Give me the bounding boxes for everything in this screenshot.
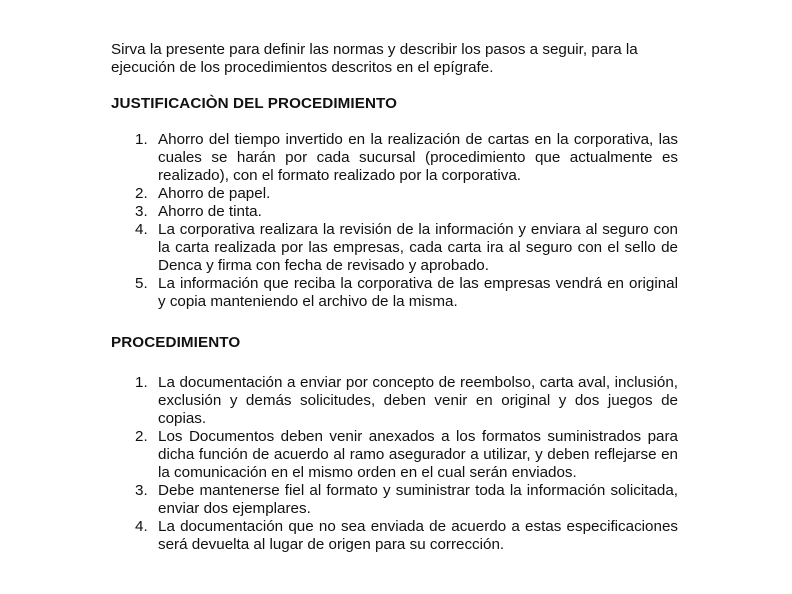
list-number: 2. <box>135 428 148 445</box>
list-number: 1. <box>135 374 148 391</box>
list-item-text: Ahorro de papel. <box>158 185 271 202</box>
list-item-text: Ahorro del tiempo invertido en la realización de cartas en la corporativa, las cuales se harán por cada sucursal (procedimiento que actualmente es realizado), con el formato realizado por la corporativa. <box>158 131 678 184</box>
list-number: 1. <box>135 131 148 148</box>
list-item-text: Los Documentos deben venir anexados a los formatos suministrados para dicha función de acuerdo al ramo asegurador a utilizar, y deben reflejarse en la comunicación en el mismo orden en el cual serán enviados. <box>158 428 678 481</box>
list-number: 4. <box>135 518 148 535</box>
list-item <box>135 221 678 275</box>
list-item <box>135 203 678 221</box>
list-item <box>135 131 678 185</box>
list-item <box>135 482 678 518</box>
list-item-text: La corporativa realizara la revisión de la información y enviara al seguro con la carta realizada por las empresas, cada carta ira al seguro con el sello de Denca y firma con fecha de revisado y aprobado. <box>158 221 678 274</box>
intro-paragraph: Sirva la presente para definir las normas y describir los pasos a seguir, para la ejecución de los procedimientos descritos en el epígrafe. <box>111 41 638 76</box>
list-number: 3. <box>135 203 148 220</box>
list-number: 5. <box>135 275 148 292</box>
list-item-text: Ahorro de tinta. <box>158 203 262 220</box>
list-item <box>135 518 678 554</box>
list-number: 2. <box>135 185 148 202</box>
list-number: 3. <box>135 482 148 499</box>
list-item-text: La información que reciba la corporativa de las empresas vendrá en original y copia manteniendo el archivo de la misma. <box>158 275 678 310</box>
procedimiento-list <box>135 374 678 554</box>
section-heading-procedimiento: PROCEDIMIENTO <box>111 334 241 351</box>
section-heading-justificacion: JUSTIFICACIÒN DEL PROCEDIMIENTO <box>111 95 398 112</box>
list-item-text: La documentación que no sea enviada de acuerdo a estas especificaciones será devuelta al lugar de origen para su corrección. <box>158 518 678 553</box>
list-item-text: Debe mantenerse fiel al formato y suministrar toda la información solicitada, enviar dos ejemplares. <box>158 482 678 517</box>
list-item <box>135 428 678 482</box>
list-item <box>135 275 678 311</box>
list-item <box>135 185 678 203</box>
list-item-text: La documentación a enviar por concepto de reembolso, carta aval, inclusión, exclusión y demás solicitudes, deben venir en original y dos juegos de copias. <box>158 374 678 427</box>
list-number: 4. <box>135 221 148 238</box>
list-item <box>135 374 678 428</box>
justificacion-list <box>135 131 678 311</box>
